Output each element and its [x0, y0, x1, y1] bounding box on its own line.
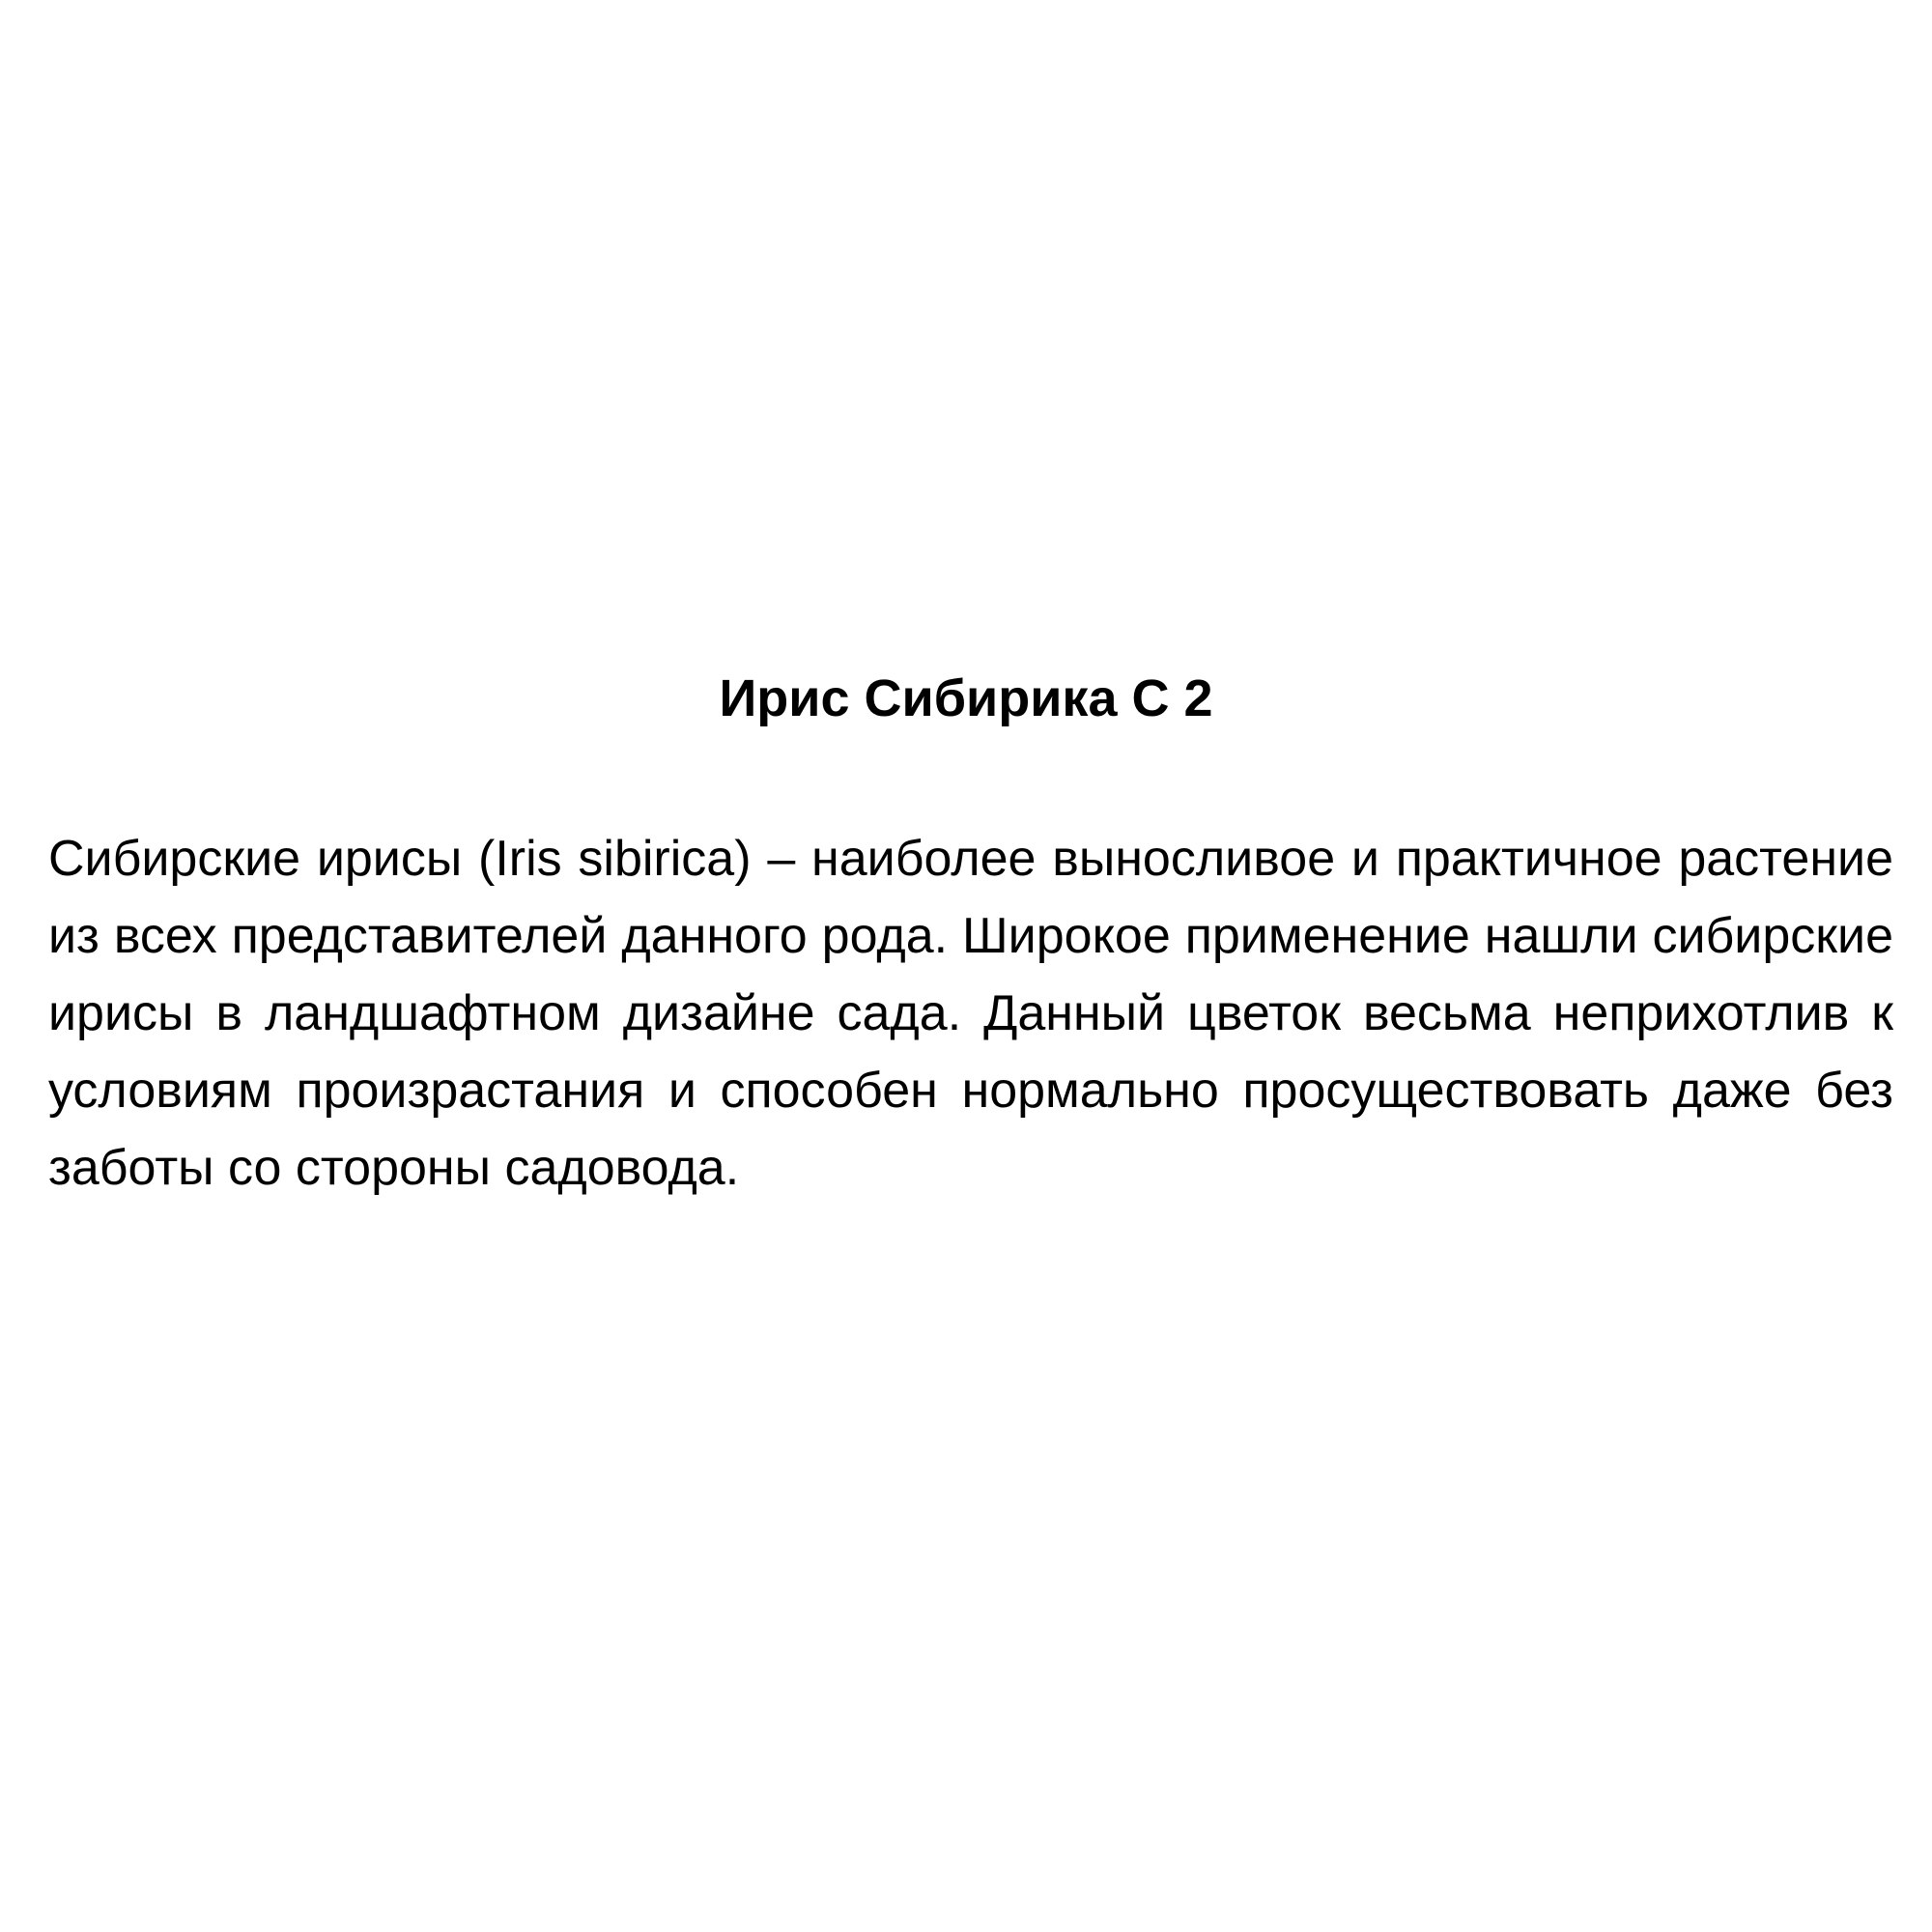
document-title: Ирис Сибирика С 2 — [719, 669, 1213, 727]
document-paragraph: Сибирские ирисы (Iris sibirica) – наиболее выносливое и практичное растение из всех представителей данного рода. Широкое применение нашли сибирские ирисы в ландшафтном дизайне сада. Данный цветок весьма неприхотлив к условиям произрастания и способен нормально просуществовать даже без заботы со стороны садовода. — [48, 831, 1893, 1196]
